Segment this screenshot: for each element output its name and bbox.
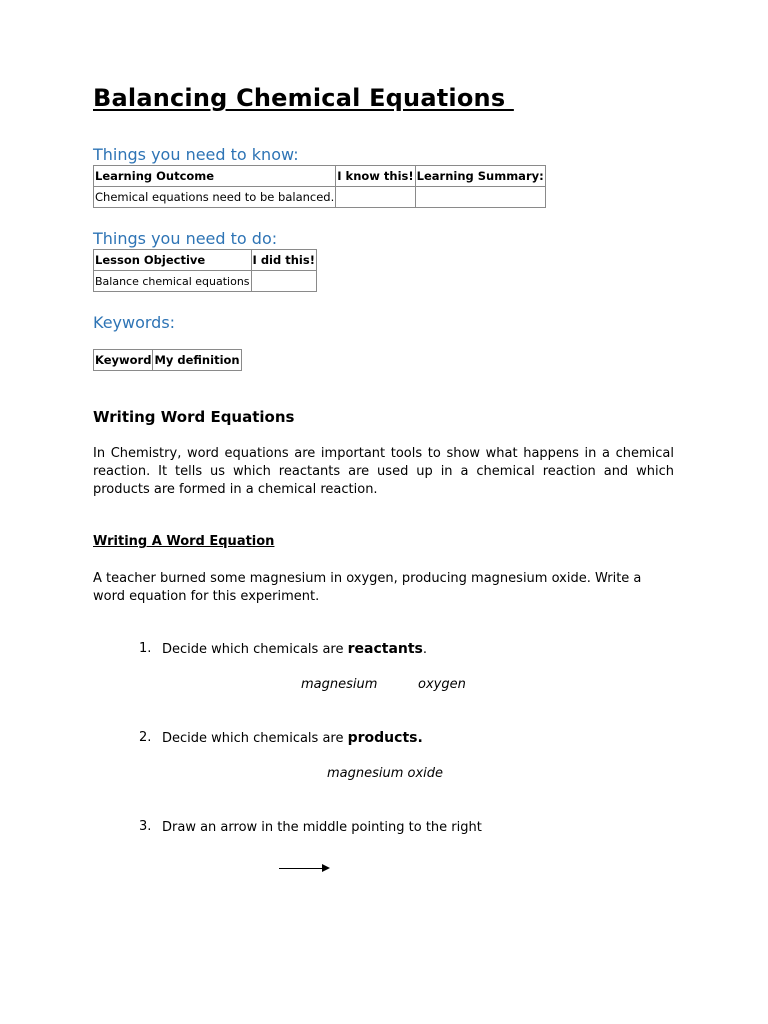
page-title: Balancing Chemical Equations: [93, 84, 514, 112]
subheading: Writing A Word Equation: [93, 534, 275, 549]
task-paragraph: A teacher burned some magnesium in oxygen, producing magnesium oxide. Write a word equation for this experiment.: [93, 571, 642, 604]
do-cell-did[interactable]: [251, 271, 316, 292]
keywords-header-keyword: Keyword: [94, 350, 153, 371]
step-number: 3.: [139, 819, 152, 834]
keywords-heading: Keywords:: [93, 313, 176, 332]
step-text: Decide which chemicals are: [162, 642, 348, 657]
step-1: [139, 641, 699, 661]
keywords-header-definition: My definition: [153, 350, 241, 371]
keywords-table: [93, 349, 242, 371]
section-heading: Writing Word Equations: [93, 408, 295, 426]
step-keyword: reactants: [347, 641, 423, 657]
do-heading: Things you need to do:: [93, 229, 278, 248]
know-table: [93, 165, 546, 208]
step-tail: .: [422, 642, 428, 657]
step-number: 2.: [139, 730, 152, 745]
right-arrow-icon: [322, 864, 330, 872]
step-text: Decide which chemicals are: [162, 731, 348, 746]
do-table: [93, 249, 317, 292]
step-keyword: products.: [347, 730, 423, 746]
step-text: Draw an arrow in the middle pointing to the right: [162, 820, 482, 835]
step-2: [139, 730, 699, 750]
know-cell-outcome: Chemical equations need to be balanced.: [94, 187, 336, 208]
do-header-did: I did this!: [251, 250, 316, 271]
know-header-know: I know this!: [336, 166, 415, 187]
know-header-summary: Learning Summary:: [415, 166, 545, 187]
know-cell-summary[interactable]: [415, 187, 545, 208]
know-header-outcome: Learning Outcome: [94, 166, 336, 187]
know-heading: Things you need to know:: [93, 145, 299, 164]
know-cell-know[interactable]: [336, 187, 415, 208]
step-3: [139, 819, 699, 839]
do-cell-objective: Balance chemical equations: [94, 271, 252, 292]
right-arrow-line: [279, 868, 323, 869]
intro-paragraph: In Chemistry, word equations are important tools to show what happens in a chemical reaction. It tells us which reactants are used up in a chemical reaction and which products are formed in a chemical reaction.: [93, 446, 674, 497]
product-magnesium-oxide: magnesium oxide: [327, 766, 444, 781]
do-header-objective: Lesson Objective: [94, 250, 252, 271]
reactant-magnesium: magnesium: [301, 677, 378, 692]
step-number: 1.: [139, 641, 152, 656]
reactant-oxygen: oxygen: [418, 677, 466, 692]
